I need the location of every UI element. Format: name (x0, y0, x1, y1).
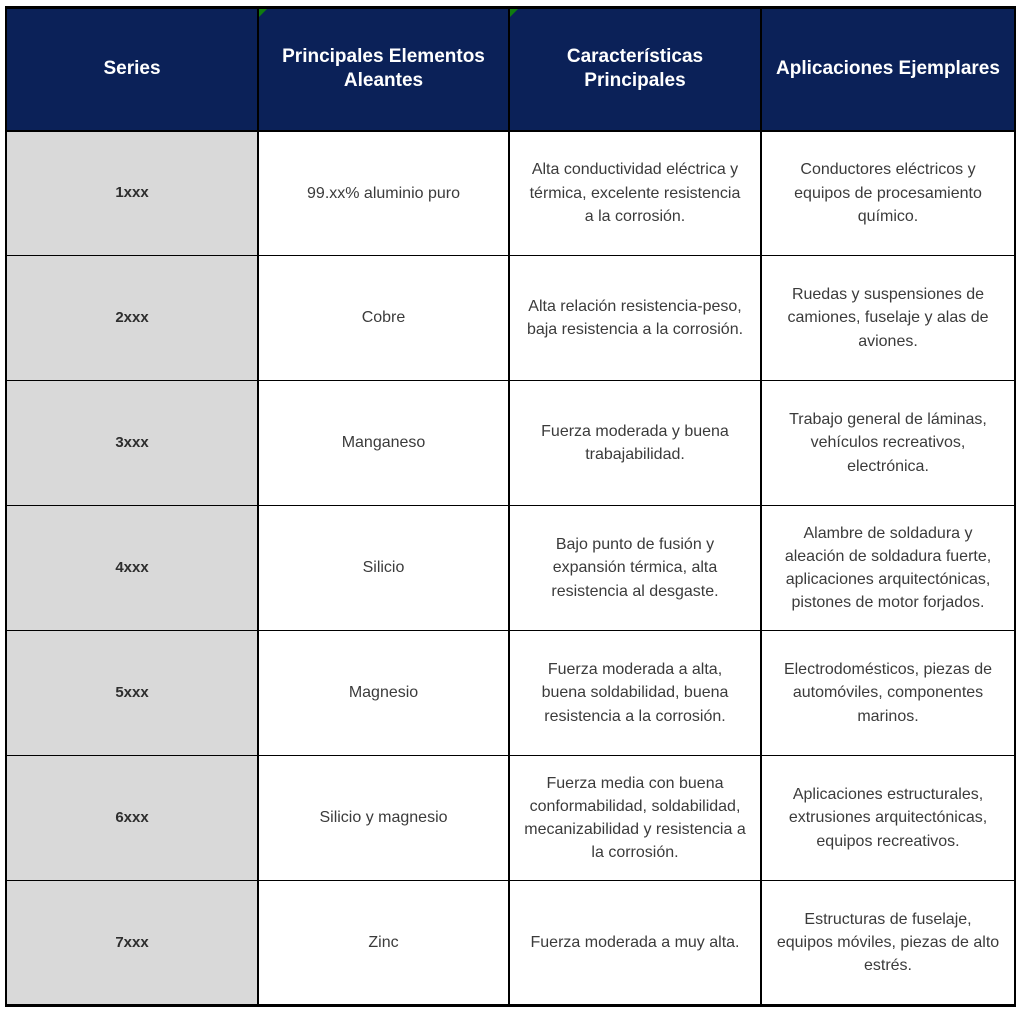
comment-marker-icon (510, 9, 518, 17)
column-header-label: Principales Elementos Aleantes (282, 45, 485, 92)
column-header-principales-elementos-aleantes[interactable] (258, 8, 509, 131)
column-header-aplicaciones-ejemplares[interactable]: Aplicaciones Ejemplares (761, 8, 1015, 131)
cell-applications[interactable]: Conductores eléctricos y equipos de procesamiento químico. (761, 131, 1015, 256)
table-row[interactable] (6, 631, 1015, 756)
table-row[interactable] (6, 506, 1015, 631)
aluminum-alloy-series-table (5, 6, 1016, 1007)
cell-applications[interactable]: Trabajo general de láminas, vehículos recreativos, electrónica. (761, 381, 1015, 506)
cell-features[interactable]: Alta conductividad eléctrica y térmica, excelente resistencia a la corrosión. (509, 131, 761, 256)
comment-marker-icon (259, 9, 267, 17)
column-header-label: Características Principales (566, 45, 704, 92)
cell-applications[interactable]: Ruedas y suspensiones de camiones, fuselaje y alas de aviones. (761, 256, 1015, 381)
table-body (6, 131, 1015, 1006)
cell-elements[interactable]: Cobre (258, 256, 509, 381)
cell-series[interactable]: 6xxx (6, 756, 258, 881)
table-row[interactable] (6, 756, 1015, 881)
cell-elements[interactable]: Silicio y magnesio (258, 756, 509, 881)
cell-features[interactable]: Fuerza moderada a muy alta. (509, 881, 761, 1006)
cell-series[interactable]: 1xxx (6, 131, 258, 256)
table-header (6, 8, 1015, 131)
cell-applications[interactable]: Alambre de soldadura y aleación de soldadura fuerte, aplicaciones arquitectónicas, pistones de motor forjados. (761, 506, 1015, 631)
cell-elements[interactable]: Manganeso (258, 381, 509, 506)
cell-series[interactable]: 5xxx (6, 631, 258, 756)
cell-applications[interactable]: Electrodomésticos, piezas de automóviles, componentes marinos. (761, 631, 1015, 756)
cell-features[interactable]: Bajo punto de fusión y expansión térmica, alta resistencia al desgaste. (509, 506, 761, 631)
cell-elements[interactable]: Silicio (258, 506, 509, 631)
cell-elements[interactable]: Zinc (258, 881, 509, 1006)
cell-features[interactable]: Alta relación resistencia-peso, baja resistencia a la corrosión. (509, 256, 761, 381)
cell-features[interactable]: Fuerza moderada a alta, buena soldabilidad, buena resistencia a la corrosión. (509, 631, 761, 756)
header-row (6, 8, 1015, 131)
cell-features[interactable]: Fuerza media con buena conformabilidad, soldabilidad, mecanizabilidad y resistencia a la corrosión. (509, 756, 761, 881)
cell-elements[interactable]: Magnesio (258, 631, 509, 756)
cell-series[interactable]: 7xxx (6, 881, 258, 1006)
cell-series[interactable]: 4xxx (6, 506, 258, 631)
cell-elements[interactable]: 99.xx% aluminio puro (258, 131, 509, 256)
table-row[interactable] (6, 256, 1015, 381)
column-header-series[interactable]: Series (6, 8, 258, 131)
table-row[interactable] (6, 881, 1015, 1006)
cell-series[interactable]: 3xxx (6, 381, 258, 506)
cell-features[interactable]: Fuerza moderada y buena trabajabilidad. (509, 381, 761, 506)
cell-series[interactable]: 2xxx (6, 256, 258, 381)
column-header-caracteristicas-principales[interactable] (509, 8, 761, 131)
table-row[interactable] (6, 131, 1015, 256)
cell-applications[interactable]: Estructuras de fuselaje, equipos móviles, piezas de alto estrés. (761, 881, 1015, 1006)
table-row[interactable] (6, 381, 1015, 506)
cell-applications[interactable]: Aplicaciones estructurales, extrusiones arquitectónicas, equipos recreativos. (761, 756, 1015, 881)
